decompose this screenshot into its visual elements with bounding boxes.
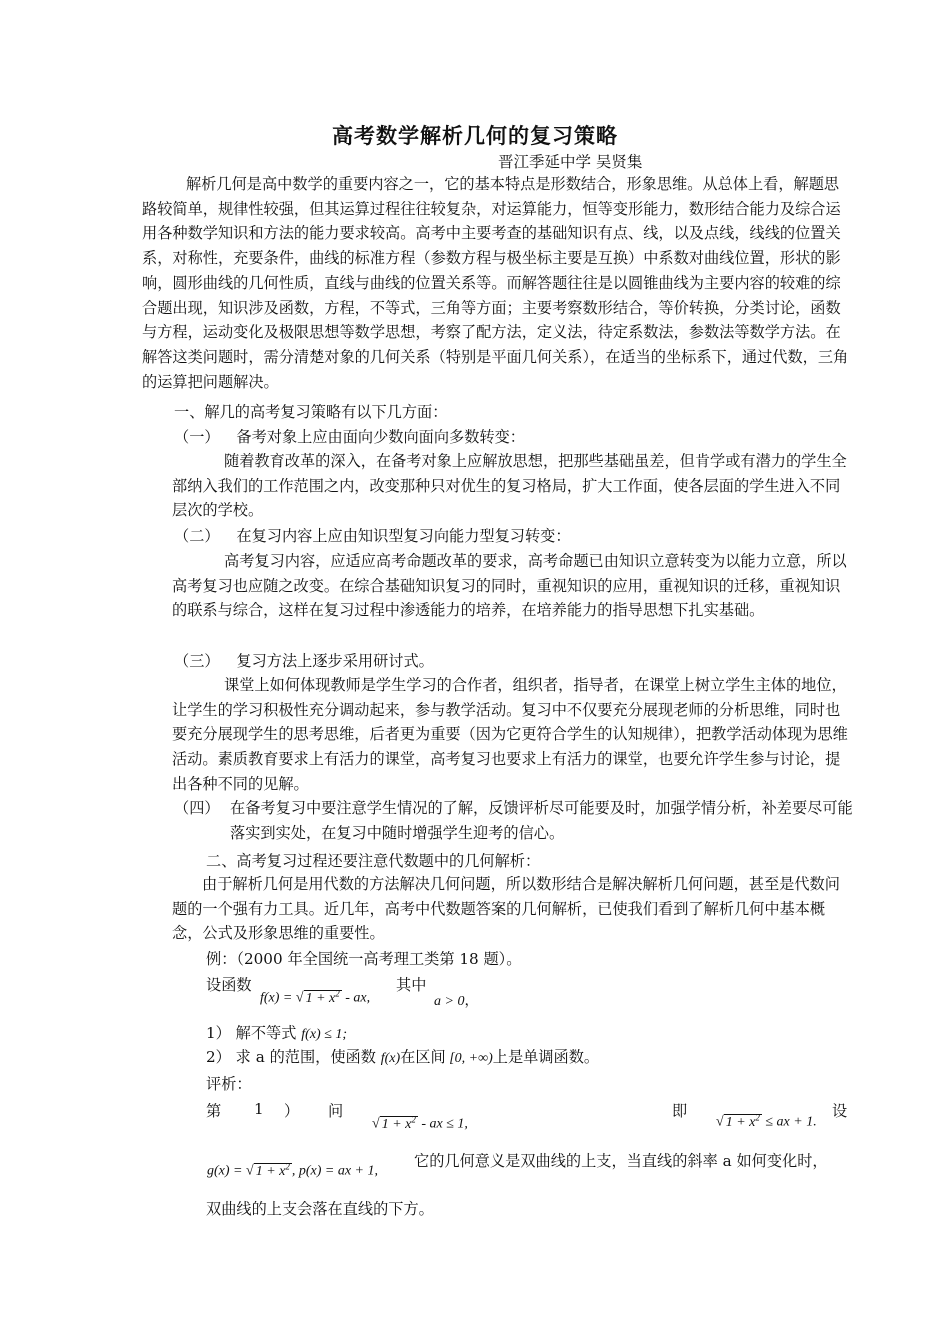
analysis-word-3: ）: [284, 1102, 300, 1120]
question1-formula: f(x) ≤ 1;: [301, 1027, 348, 1042]
analysis-word-2: 1: [254, 1100, 264, 1118]
item1-label: （一）: [174, 428, 220, 446]
question2-mid: 在区间: [400, 1048, 446, 1066]
where-label: 其中: [396, 976, 427, 994]
item3-heading: [174, 650, 434, 671]
question2-formula: f(x): [380, 1051, 401, 1066]
item3-title: 复习方法上逐步采用研讨式。: [236, 652, 434, 670]
analysis-word-5: 即: [672, 1102, 688, 1120]
section2-heading: 二、高考复习过程还要注意代数题中的几何解析：: [206, 852, 541, 870]
question2-post: 上是单调函数。: [492, 1048, 600, 1066]
item4-title: 在备考复习中要注意学生情况的了解，反馈评析尽可能要及时，加强学情分析，补差要尽可能落实到实处，在复习中随时增强学生迎考的信心。: [230, 799, 853, 842]
geometric-meaning: 它的几何意义是双曲线的上支，当直线的斜率 a 如何变化时，: [414, 1152, 828, 1170]
item1-body: 随着教育改革的深入，在备考对象上应解放思想，把那些基础虽差，但肯学或有潜力的学生全部纳入我们的工作范围之内，改变那种只对优生的复习格局，扩大工作面，使各层面的学生进入不同层次的学校。: [172, 452, 847, 520]
analysis-word-1: 第: [206, 1102, 222, 1120]
question1-text: 1） 解不等式: [206, 1024, 297, 1042]
item1-title: 备考对象上应由面向少数向面向多数转变：: [236, 428, 525, 446]
item2-label: （二）: [174, 527, 220, 545]
item1-heading: [174, 426, 525, 447]
interval-formula: [0, +∞): [445, 1051, 493, 1066]
set-function-label: 设函数: [206, 976, 252, 994]
a-condition: a > 0，: [434, 994, 479, 1009]
analysis-label: 评析：: [206, 1075, 252, 1093]
intro-paragraph: 解析几何是高中数学的重要内容之一，它的基本特点是形数结合，形象思维。从总体上看，解题思路较简单，规律性较强，但其运算过程往往较复杂，对运算能力，恒等变形能力，数形结合能力及综合运用各种数学知识和方法的能力要求较高。高考中主要考查的基础知识有点、线，以及点线，线线的位置关系，对称性，充要条件，曲线的标准方程（参数方程与极坐标主要是互换）中系数对曲线位置，形状的影响，圆形曲线的几何性质，直线与曲线的位置关系等。而解答题往往是以圆锥曲线为主要内容的较难的综合题出现，知识涉及函数，方程，不等式，三角等方面；主要考察数形结合，等价转换，分类讨论，函数与方程，运动变化及极限思想等数学思想，考察了配方法，定义法，待定系数法，参数法等数学方法。在解答这类问题时，需分清楚对象的几何关系（特别是平面几何关系），在适当的坐标系下，通过代数，三角的运算把问题解决。: [142, 175, 849, 391]
conclusion-line: 双曲线的上支会落在直线的下方。: [206, 1200, 434, 1218]
author-line: 晋江季延中学 吴贤集: [498, 153, 643, 171]
section2-body: 由于解析几何是用代数的方法解决几何问题，所以数形结合是解决解析几何问题，甚至是代数问题的一个强有力工具。近几年，高考中代数题答案的几何解析，已使我们看到了解析几何中基本概念，公式及形象思维的重要性。: [172, 875, 840, 943]
section1-heading: 一、解几的高考复习策略有以下几方面：: [174, 403, 448, 421]
example-line: 例：（2000 年全国统一高考理工类第 18 题）。: [206, 950, 522, 968]
analysis-word-6: 设: [832, 1102, 848, 1120]
question1: [206, 1022, 347, 1043]
document-title: 高考数学解析几何的复习策略: [332, 123, 618, 148]
g-p-formula: g(x) = √ $1 + x^2$ , p(x) = ax + 1,: [207, 1161, 379, 1179]
analysis-word-4: 问: [328, 1102, 344, 1120]
item2-title: 在复习内容上应由知识型复习向能力型复习转变：: [236, 527, 571, 545]
item4-label: （四）: [174, 799, 220, 817]
inequality-formula-2: √ $1 + x^2$ ≤ ax + 1.: [716, 1112, 817, 1130]
function-formula: f(x) = √ $1 + x^2$ - ax,: [260, 988, 371, 1006]
item3-label: （三）: [174, 652, 220, 670]
question2-text: 2） 求 a 的范围，使函数: [206, 1048, 376, 1066]
item2-heading: [174, 525, 571, 546]
item2-body: 高考复习内容，应适应高考命题改革的要求，高考命题已由知识立意转变为以能力立意，所以高考复习也应随之改变。在综合基础知识复习的同时，重视知识的应用，重视知识的迁移，重视知识的联系与综合，这样在复习过程中渗透能力的培养，在培养能力的指导思想下扎实基础。: [172, 552, 847, 620]
question2: [206, 1046, 599, 1067]
item3-body: 课堂上如何体现教师是学生学习的合作者，组织者，指导者，在课堂上树立学生主体的地位，让学生的学习积极性充分调动起来，参与教学活动。复习中不仅要充分展现老师的分析思维，同时也要充分展现学生的思考思维，后者更为重要（因为它更符合学生的认知规律），把教学活动体现为思维活动。素质教育要求上有活力的课堂，高考复习也要求上有活力的课堂，也要允许学生参与讨论，提出各种不同的见解。: [172, 676, 848, 793]
inequality-formula-1: √ $1 + x^2$ - ax ≤ 1,: [372, 1114, 468, 1132]
